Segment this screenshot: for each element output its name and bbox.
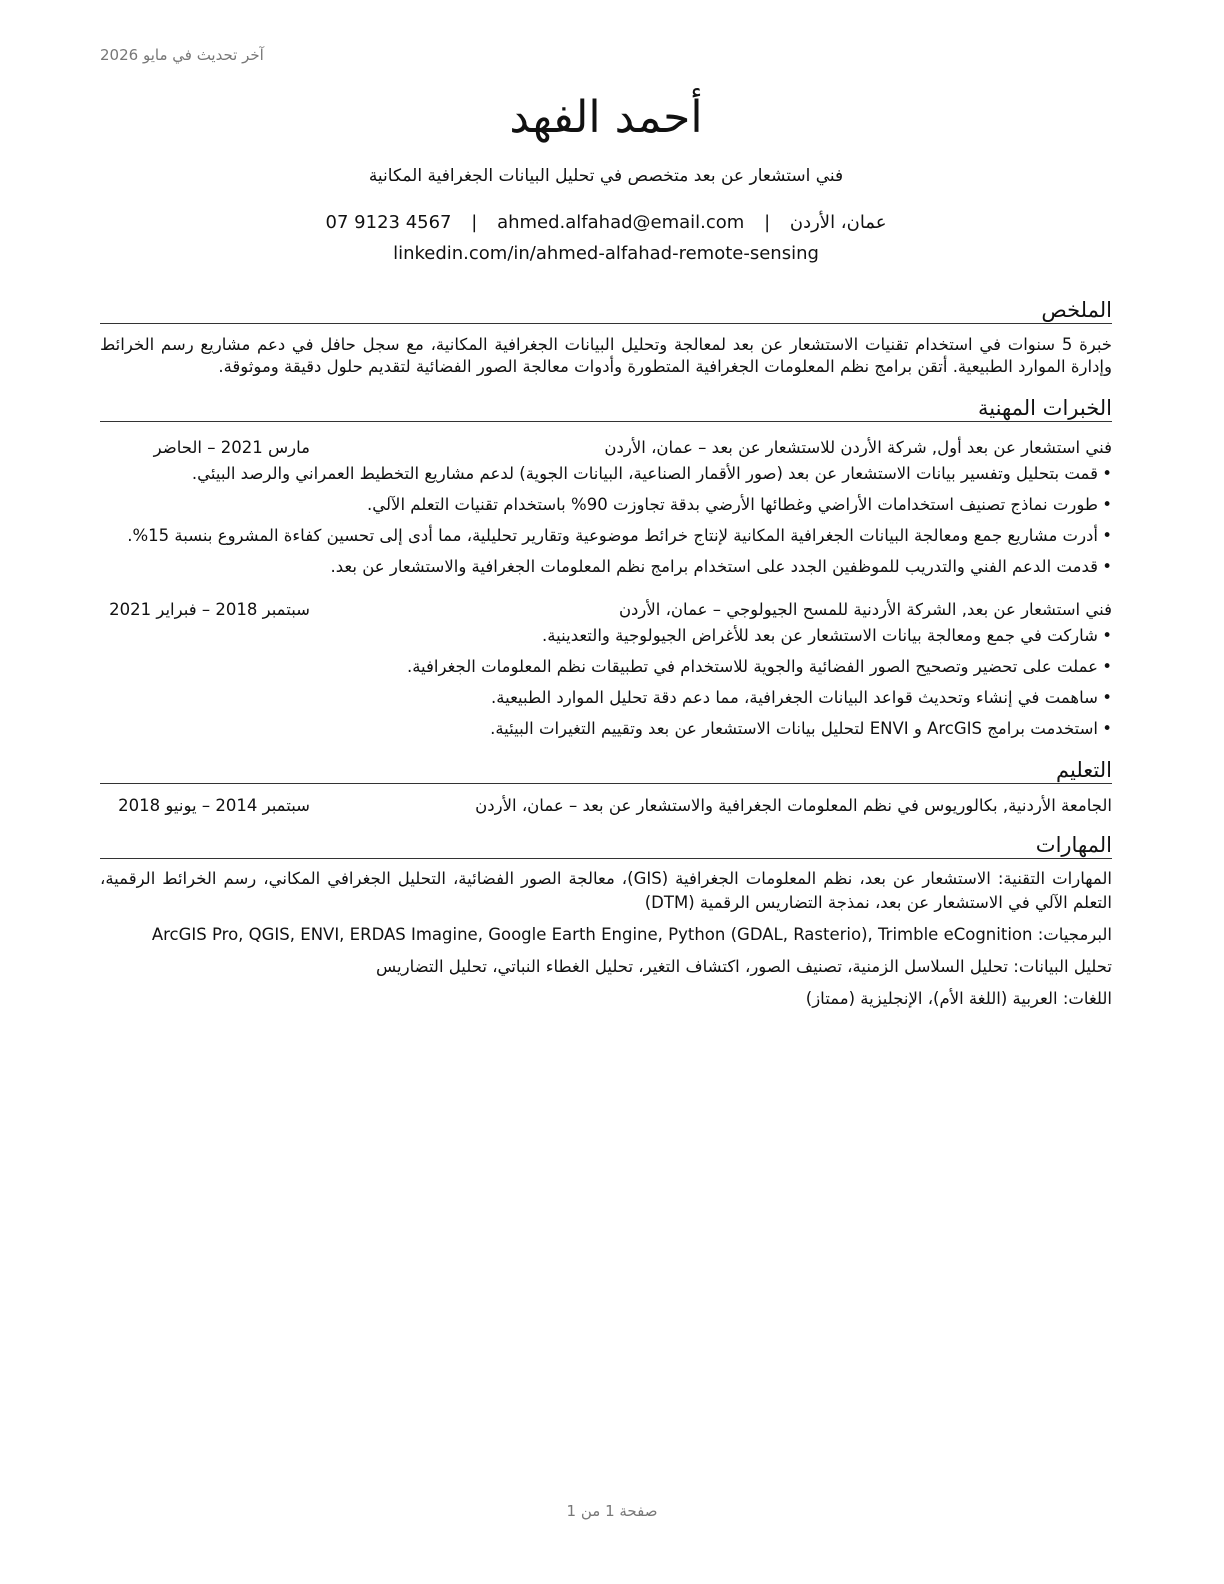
skills-technical: المهارات التقنية: الاستشعار عن بعد، نظم المعلومات الجغرافية (GIS)، معالجة الصور الفضائية، التحليل الجغرافي المكاني، رسم الخرائط الرقمية، التعلم الآلي في الاستشعار عن بعد، نمذجة التضاريس الرقمية (DTM): [100, 869, 1112, 912]
list-item: • طورت نماذج تصنيف استخدامات الأراضي وغطائها الأرضي بدقة تجاوزت 90% باستخدام تقنيات التعلم الآلي.: [100, 494, 1112, 516]
job-date: سبتمبر 2018 – فبراير 2021: [109, 600, 310, 619]
list-item: • استخدمت برامج ArcGIS و ENVI لتحليل بيانات الاستشعار عن بعد وتقييم التغيرات البيئية.: [100, 718, 1112, 740]
skills-data-analysis: تحليل البيانات: تحليل السلاسل الزمنية، تصنيف الصور، اكتشاف التغير، تحليل الغطاء النباتي، تحليل التضاريس: [376, 957, 1112, 976]
candidate-subtitle: فني استشعار عن بعد متخصص في تحليل البيانات الجغرافية المكانية: [368, 166, 844, 186]
contact-phone: 07 9123 4567: [325, 212, 452, 233]
section-heading-education: التعليم: [100, 758, 1112, 784]
job-entry: [100, 438, 1112, 578]
job-date: مارس 2021 – الحاضر: [153, 438, 310, 457]
contact-separator: |: [471, 212, 478, 233]
job-header: [100, 600, 1112, 619]
last-updated-note: آخر تحديث في مايو 2026: [100, 46, 264, 64]
list-item: • ساهمت في إنشاء وتحديث قواعد البيانات الجغرافية، مما دعم دقة تحليل الموارد الطبيعية.: [100, 687, 1112, 709]
list-item: • عملت على تحضير وتصحيح الصور الفضائية والجوية للاستخدام في تطبيقات نظم المعلومات الجغرافية.: [100, 656, 1112, 678]
section-heading-experience: الخبرات المهنية: [100, 396, 1112, 422]
list-item: • أدرت مشاريع جمع ومعالجة البيانات الجغرافية المكانية لإنتاج خرائط موضوعية وتقارير تحليلية، مما أدى إلى تحسين كفاءة المشروع بنسبة 15%.: [100, 525, 1112, 547]
job-bullets: [100, 463, 1112, 578]
list-item: • قمت بتحليل وتفسير بيانات الاستشعار عن بعد (صور الأقمار الصناعية، البيانات الجوية) لدعم مشاريع التخطيط العمراني والرصد البيئي.: [100, 463, 1112, 485]
section-heading-skills: المهارات: [100, 833, 1112, 859]
job-title: فني استشعار عن بعد أول, شركة الأردن للاستشعار عن بعد – عمان، الأردن: [604, 438, 1112, 457]
contact-email[interactable]: ahmed.alfahad@email.com: [497, 212, 745, 233]
section-heading-summary: الملخص: [100, 298, 1112, 324]
job-title: فني استشعار عن بعد, الشركة الأردنية للمسح الجيولوجي – عمان، الأردن: [618, 600, 1112, 619]
job-entry: [100, 600, 1112, 740]
contact-separator: |: [764, 212, 771, 233]
education-entry: [100, 796, 1112, 815]
contact-location: عمان، الأردن: [789, 212, 887, 233]
list-item: • قدمت الدعم الفني والتدريب للموظفين الجدد على استخدام برامج نظم المعلومات الجغرافية والاستشعار عن بعد.: [100, 556, 1112, 578]
skills-languages: اللغات: العربية (اللغة الأم)، الإنجليزية (ممتاز): [805, 989, 1112, 1008]
job-header: [100, 438, 1112, 457]
candidate-name: أحمد الفهد: [509, 92, 703, 143]
education-date: سبتمبر 2014 – يونيو 2018: [118, 796, 310, 815]
skills-software: البرمجيات: ArcGIS Pro, QGIS, ENVI, ERDAS Imagine, Google Earth Engine, Python (GDAL, Rasterio), Trimble eCognition: [151, 925, 1112, 944]
contact-line: [100, 212, 1112, 233]
summary-text: خبرة 5 سنوات في استخدام تقنيات الاستشعار عن بعد لمعالجة وتحليل البيانات الجغرافية المكانية، مع سجل حافل في دعم مشاريع رسم الخرائط وإدارة الموارد الطبيعية. أتقن برامج نظم المعلومات الجغرافية المتطورة وأدوات معالجة الصور الفضائية لتقديم حلول دقيقة وموثوقة.: [100, 335, 1112, 376]
list-item: • شاركت في جمع ومعالجة بيانات الاستشعار عن بعد للأغراض الجيولوجية والتعدينية.: [100, 625, 1112, 647]
contact-linkedin[interactable]: linkedin.com/in/ahmed-alfahad-remote-sensing: [393, 243, 819, 264]
page-number: صفحة 1 من 1: [566, 1502, 658, 1520]
job-bullets: [100, 625, 1112, 740]
education-title: الجامعة الأردنية, بكالوريوس في نظم المعلومات الجغرافية والاستشعار عن بعد – عمان، الأردن: [475, 796, 1112, 815]
resume-page: [100, 0, 1112, 1584]
